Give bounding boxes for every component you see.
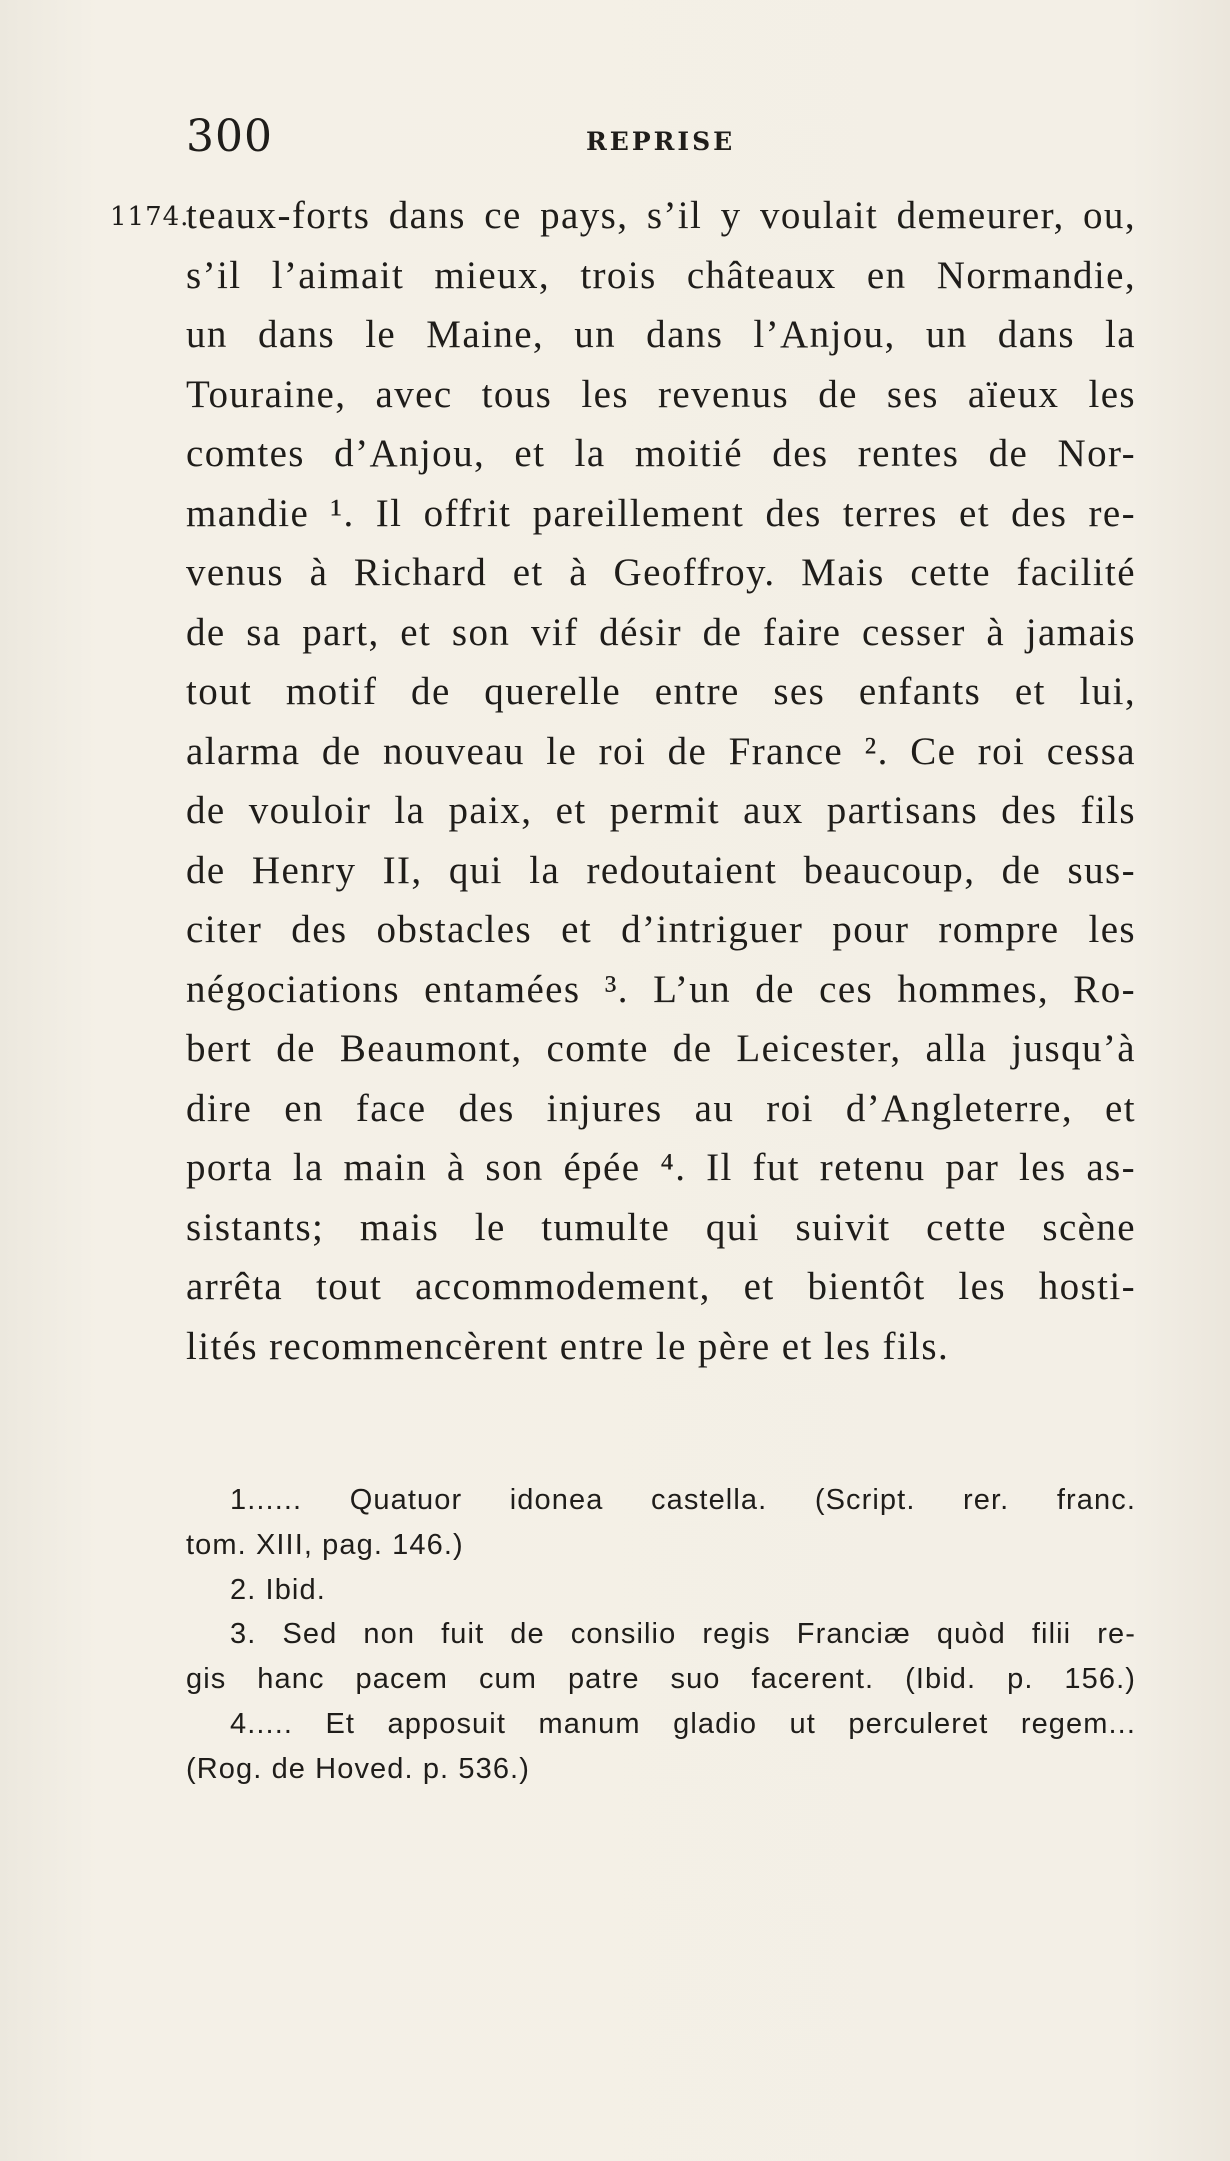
text-line: alarma de nouveau le roi de France ². Ce roi cessa bbox=[186, 729, 1136, 773]
text-line: de Henry II, qui la redoutaient beaucoup, de sus- bbox=[186, 848, 1136, 892]
footnote-2: 2. Ibid. bbox=[230, 1573, 326, 1606]
footnote-3-continued: gis hanc pacem cum patre suo facerent. (Ibid. p. 156.) bbox=[186, 1663, 1136, 1696]
footnote-1-continued: tom. XIII, pag. 146.) bbox=[186, 1528, 464, 1561]
text-line: porta la main à son épée ⁴. Il fut retenu par les as- bbox=[186, 1146, 1136, 1189]
text-line: un dans le Maine, un dans l’Anjou, un dans la bbox=[186, 313, 1136, 356]
page-number: 300 bbox=[186, 111, 273, 162]
text-line: mandie ¹. Il offrit pareillement des terres et des re- bbox=[186, 491, 1136, 535]
text-line: teaux-forts dans ce pays, s’il y voulait demeurer, ou, bbox=[186, 194, 1136, 237]
text-line: Touraine, avec tous les revenus de ses aïeux les bbox=[186, 372, 1136, 416]
footnote-4: 4..... Et apposuit manum gladio ut perculeret regem... bbox=[230, 1707, 1136, 1740]
margin-year: 1174. bbox=[110, 202, 190, 232]
text-line: citer des obstacles et d’intriguer pour rompre les bbox=[186, 908, 1136, 951]
footnote-1: 1...... Quatuor idonea castella. (Script. rer. franc. bbox=[230, 1484, 1136, 1516]
footnote-4-continued: (Rog. de Hoved. p. 536.) bbox=[186, 1752, 530, 1785]
text-line: venus à Richard et à Geoffroy. Mais cette facilité bbox=[186, 551, 1136, 594]
text-line: négociations entamées ³. L’un de ces hommes, Ro- bbox=[186, 967, 1136, 1011]
text-line: de vouloir la paix, et permit aux partisans des fils bbox=[186, 789, 1136, 832]
main-text bbox=[186, 186, 1136, 1376]
text-line: lités recommencèrent entre le père et les fils. bbox=[186, 1324, 950, 1368]
text-line: dire en face des injures au roi d’Angleterre, et bbox=[186, 1086, 1136, 1130]
text-line: arrêta tout accommodement, et bientôt les hosti- bbox=[186, 1265, 1136, 1308]
footnotes bbox=[186, 1478, 1136, 1792]
running-title: REPRISE bbox=[586, 127, 736, 156]
text-line: sistants; mais le tumulte qui suivit cette scène bbox=[186, 1205, 1136, 1249]
text-line: de sa part, et son vif désir de faire cesser à jamais bbox=[186, 610, 1136, 654]
footnote-3: 3. Sed non fuit de consilio regis Franciæ quòd filii re- bbox=[230, 1618, 1136, 1651]
text-line: comtes d’Anjou, et la moitié des rentes de Nor- bbox=[186, 432, 1136, 475]
page-header bbox=[186, 112, 1086, 162]
text-line: s’il l’aimait mieux, trois châteaux en Normandie, bbox=[186, 253, 1136, 297]
text-line: bert de Beaumont, comte de Leicester, alla jusqu’à bbox=[186, 1027, 1136, 1070]
text-line: tout motif de querelle entre ses enfants et lui, bbox=[186, 670, 1136, 713]
